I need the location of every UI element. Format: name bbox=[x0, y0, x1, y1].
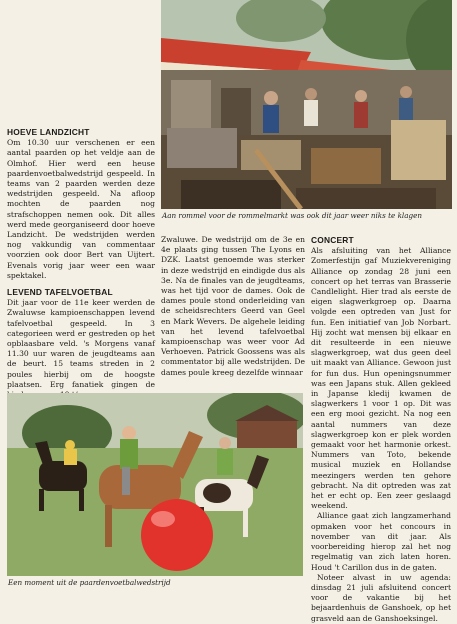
concert-body-1: Als afsluiting van het Alliance Zomerfestijn gaf Muziekvereniging Alliance op zondag 28 juni een concert op het terras van Brasserie Candlelight. Hier trad als eerste de eigen slagwerkgroep op. Daarna volgde een optreden van Just for fun. Een initiatief van Job Norbart. Hij zocht wat mensen bij elkaar en dit resulteerde in een nieuwe slagwerkgroep, wat dus geen deel uit maakt van Alliance. Gewoon just for fun dus. Hun openingsnummer was een Japans stuk. Allen gekleed in Japanse kledij kwamen de slagwerkers 1 voor 1 op. Dit was een erg mooi gezicht. Na nog een aantal nummers van deze slagwerkgroep kon er plek worden gemaakt voor het harmonie orkest. Nummers van Toto, bekende musical muziek en Hollandse meezingers werden ten gehore gebracht. Na dit optreden was zat het er echt op. Een zeer geslaagd weekend. bbox=[311, 246, 451, 511]
column-right bbox=[311, 235, 451, 624]
tafel-heading: LEVEND TAFELVOETBAL bbox=[7, 287, 113, 298]
market-photo bbox=[161, 0, 452, 209]
concert-heading: CONCERT bbox=[311, 235, 354, 245]
hoeve-heading: HOEVE LANDZICHT bbox=[7, 127, 90, 137]
concert-body-2: Alliance gaat zich langzamerhand opmaken voor het concours in november van dit jaar. Als voorbereiding hierop zal het nog regelmatig van zich laten horen. Houd 't Carillon dus in de gaten. bbox=[311, 511, 451, 572]
tafel-body: Dit jaar voor de 11e keer werden de Zwaluwse kampioenschappen levend tafelvoetbal gespeeld. In 3 categorieen werd er gestreden op het opblaasbare veld. 's Morgens vanaf 11.30 uur waren de jeugdteams aan de beurt. 15 teams streden in 2 poules hierbij om de hoogste plaatsen. Erg fanatiek gingen de bbox=[7, 298, 155, 389]
concert-body-3: Noteer alvast in uw agenda: dinsdag 21 juli afsluitend concert voor de vakantie bij het bejaardenhuis de Ganshoek, op het grasveld aan de Ganshoeksingel. bbox=[311, 572, 451, 623]
column-left bbox=[7, 127, 155, 400]
market-photo-caption: Aan rommel voor de rommelmarkt was ook dit jaar weer niks te klagen bbox=[162, 211, 422, 220]
horse-photo-caption: Een moment uit de paardenvoetbalwedstrijd bbox=[8, 578, 171, 587]
hoeve-body: Om 10.30 uur verschenen er een aantal paarden op het veldje aan de Olmhof. Hier werd een heuse paardenvoetbalwedstrijd gespeeld. In teams van 2 paarden werden deze wedstrijden gespeeld. Na afloop mochten de paarden nog strafschoppen nemen ook. Dit alles werd mede georganiseerd door hoeve Landzicht. De wedstrijden werden nog vakkundig van commentaar voorzien ook door Bert van Uijtert. Evenals vorig jaar weer een waar spektakel. bbox=[7, 138, 155, 280]
middle-body: Zwaluwe. De wedstrijd om de 3e en 4e plaats ging tussen The Lyons en DZK. Laatst genoemde was sterker in deze wedstrijd en eindigde dus als 3e. Na de finales van de jeugdteams, was het tijd voor de dames. Ook de dames poule stond onderleiding van de scheidsrechters Geerd van Geel en Mark Wevers. De algehele leiding van het levend tafelvoetbal kampioenschap was weer voor Ad Verhoeven. Patrick Goossens was als commentator bij alle wedstrijden. De dames poule kreeg dezelfde winnaar bbox=[161, 235, 305, 377]
column-middle bbox=[161, 235, 305, 378]
horse-photo bbox=[7, 393, 303, 576]
